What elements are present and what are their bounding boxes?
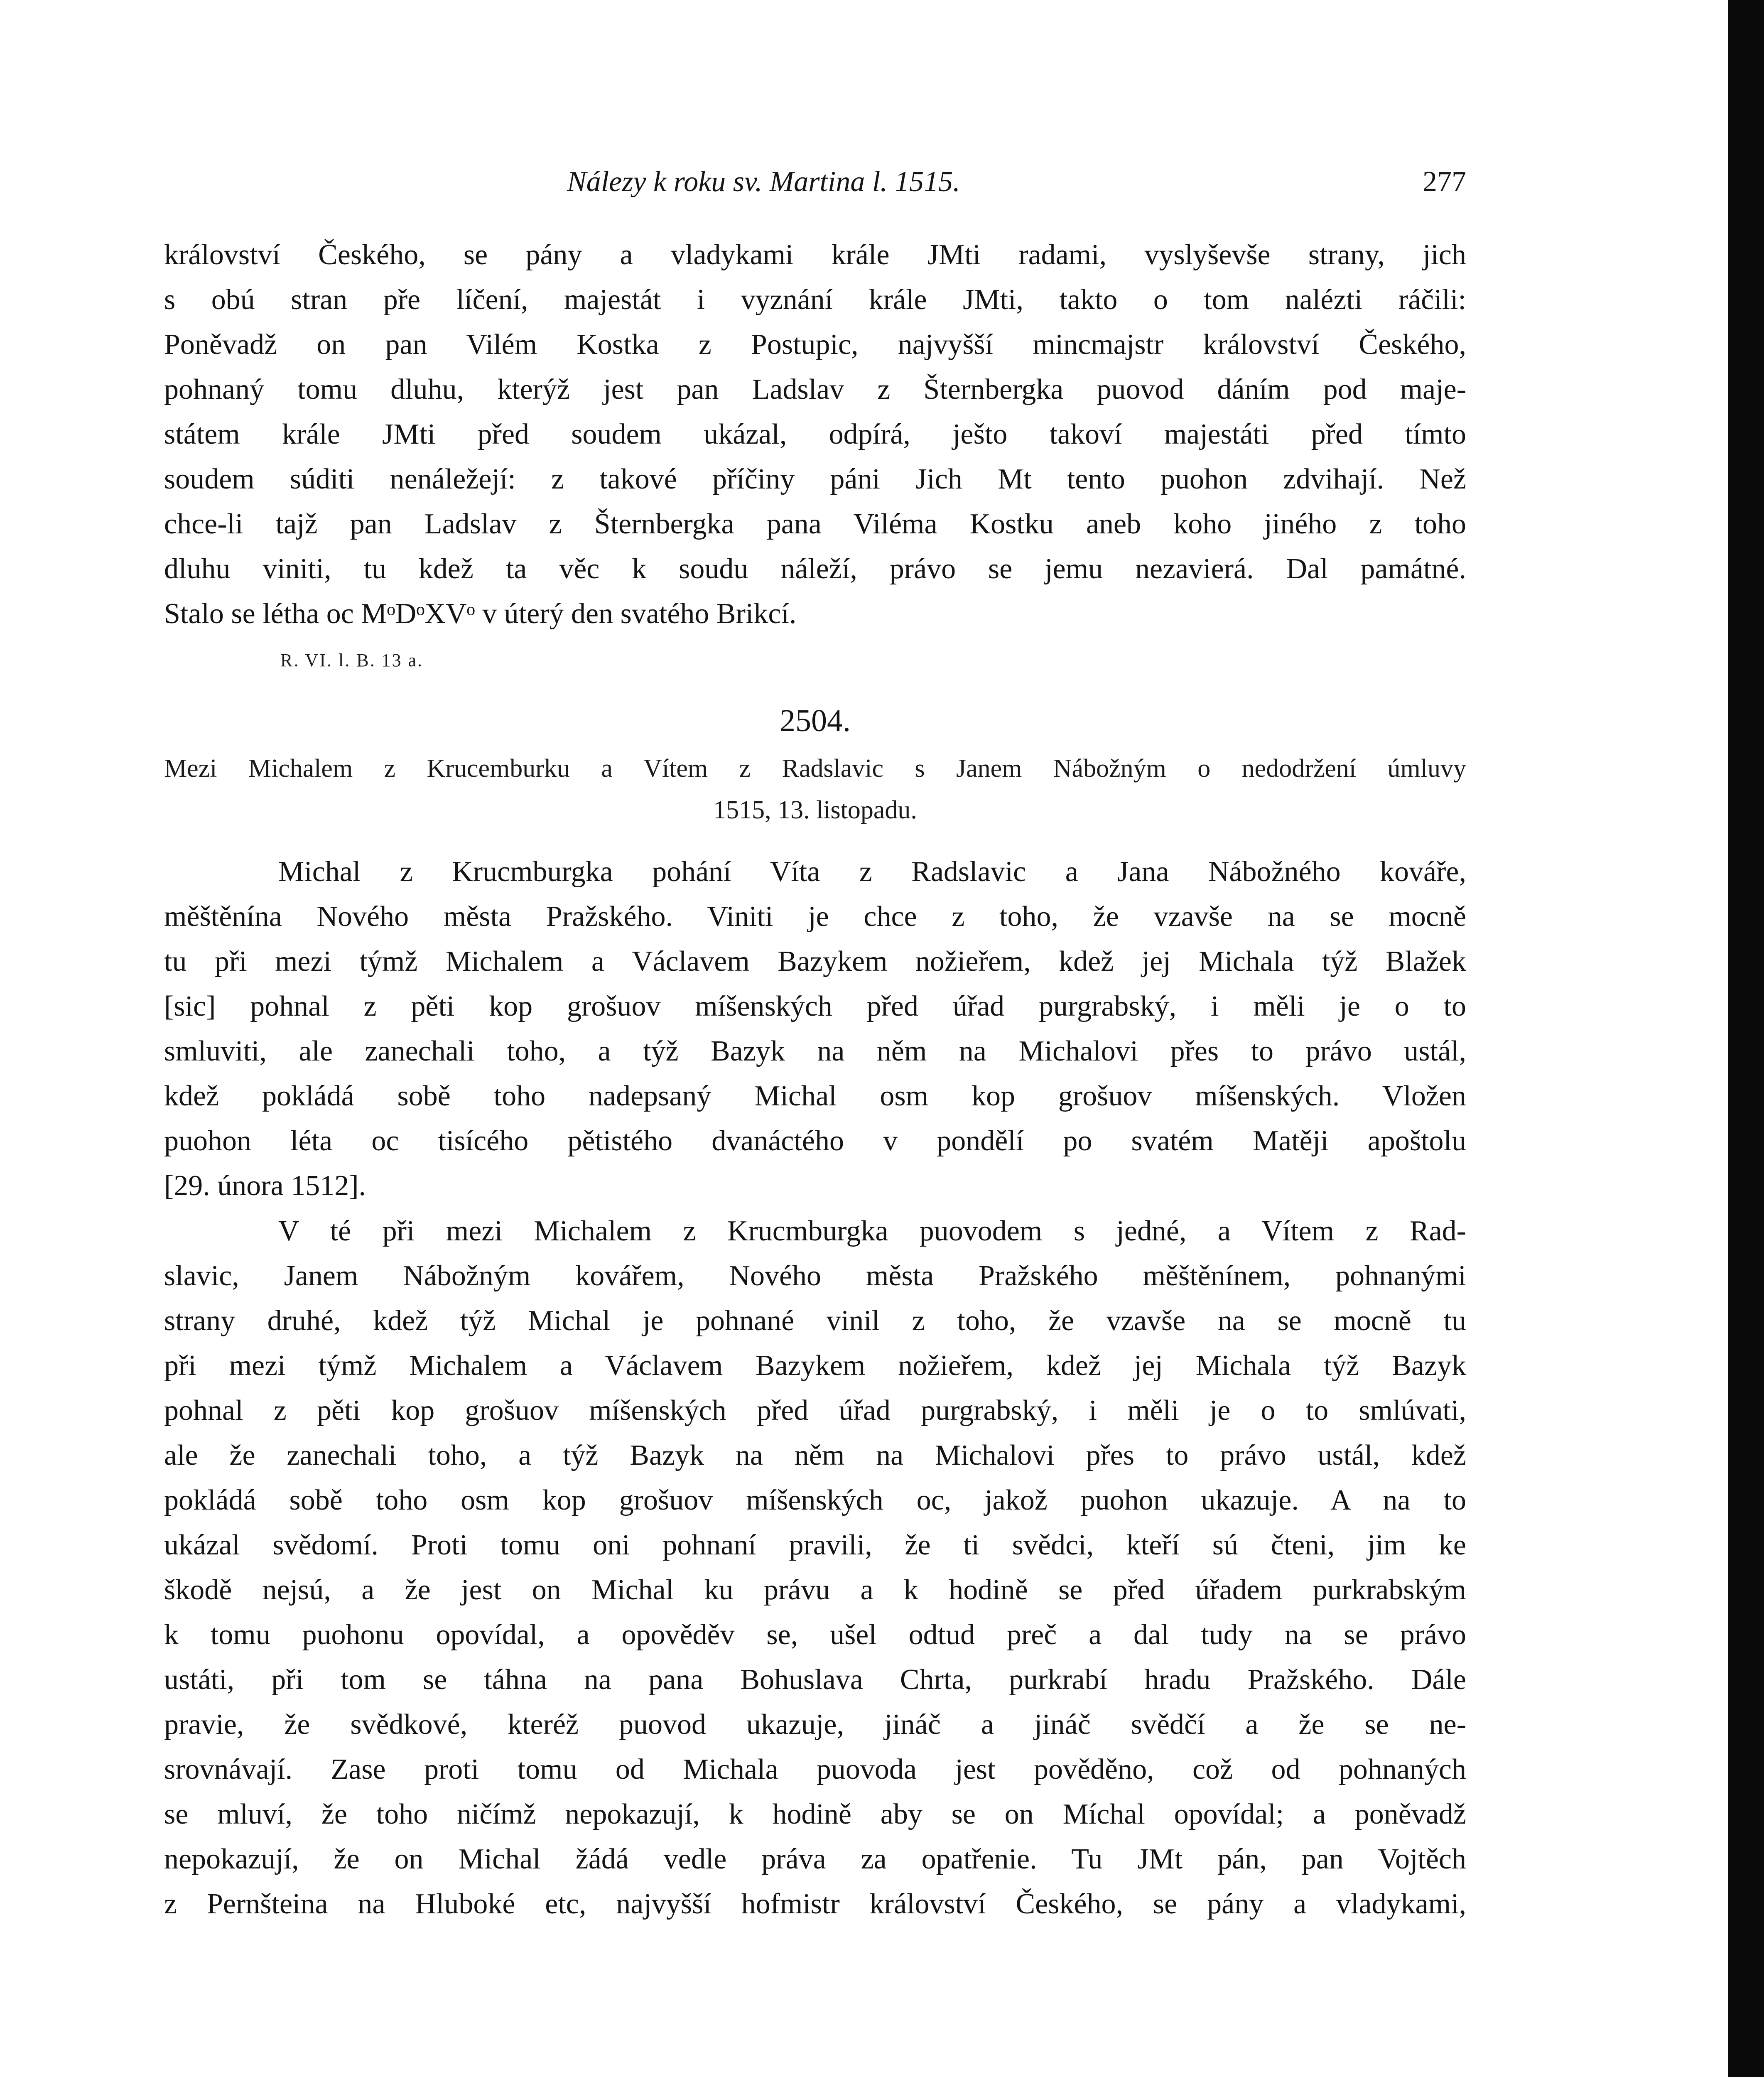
text-line: srovnávají. Zase proti tomu od Michala puovoda jest pověděno, což od pohnaných: [164, 1753, 1466, 1785]
text-line: [sic] pohnal z pěti kop grošuov míšenských před úřad purgrabský, i měli je o to: [164, 990, 1466, 1022]
text-line: slavic, Janem Nábožným kovářem, Nového města Pražského měštěnínem, pohnanými: [164, 1260, 1466, 1292]
page-number: 277: [1423, 166, 1466, 198]
text-line: Poněvadž on pan Vilém Kostka z Postupic, najvyšší mincmajstr království Českého,: [164, 329, 1466, 361]
summary-date: 1515, 13. listopadu.: [713, 796, 917, 824]
text-line: ustáti, při tom se táhna na pana Bohuslava Chrta, purkrabí hradu Pražského. Dále: [164, 1664, 1466, 1696]
text-line: se mluví, že toho ničímž nepokazují, k hodině aby se on Míchal opovídal; a poněvadž: [164, 1798, 1466, 1830]
document-number: 2504.: [780, 703, 851, 738]
text-line: při mezi týmž Michalem a Václavem Bazykem nožieřem, kdež jej Michala týž Bazyk: [164, 1350, 1466, 1382]
text-line: měštěnína Nového města Pražského. Viniti je chce z toho, že vzavše na se mocně: [164, 901, 1466, 933]
text-line: ukázal svědomí. Proti tomu oni pohnaní pravili, že ti svědci, kteří sú čteni, jim ke: [164, 1529, 1466, 1561]
text-line: dluhu viniti, tu kdež ta věc k soudu náleží, právo se jemu nezavierá. Dal památné.: [164, 553, 1466, 585]
text-line: škodě nejsú, a že jest on Michal ku právu a k hodině se před úřadem purkrabským: [164, 1574, 1466, 1606]
source-reference: R. VI. l. B. 13 a.: [280, 650, 424, 670]
text-line: k tomu puohonu opovídal, a opověděv se, ušel odtud preč a dal tudy na se právo: [164, 1619, 1466, 1651]
text-line: státem krále JMti před soudem ukázal, odpírá, ješto takoví majestáti před tímto: [164, 418, 1466, 450]
text-line: kdež pokládá sobě toho nadepsaný Michal osm kop grošuov míšenských. Vložen: [164, 1080, 1466, 1112]
running-title: Nálezy k roku sv. Martina l. 1515.: [567, 166, 960, 198]
text-line: pohnal z pěti kop grošuov míšenských před úřad purgrabský, i měli je o to smlúvati,: [164, 1394, 1466, 1426]
text-line: soudem súditi nenáležejí: z takové příčiny páni Jich Mt tento puohon zdvihají. Než: [164, 463, 1466, 495]
text-line: pravie, že svědkové, kteréž puovod ukazuje, jináč a jináč svědčí a že se ne-: [164, 1709, 1466, 1741]
paragraph-judgment: [164, 1209, 1466, 1927]
text-line: tu při mezi týmž Michalem a Václavem Bazykem nožieřem, kdež jej Michala týž Blažek: [164, 945, 1466, 977]
text-line: nepokazují, že on Michal žádá vedle práva za opatřenie. Tu JMt pán, pan Vojtěch: [164, 1843, 1466, 1875]
text-line: strany druhé, kdež týž Michal je pohnané vinil z toho, že vzavše na se mocně tu: [164, 1305, 1466, 1337]
text-line: království Českého, se pány a vladykami krále JMti radami, vyslyševše strany, jich: [164, 239, 1466, 271]
text-line: puohon léta oc tisícého pětistého dvanáctého v pondělí po svatém Matěji apoštolu: [164, 1125, 1466, 1157]
text-line: chce-li tajž pan Ladslav z Šternbergka pana Viléma Kostku aneb koho jiného z toho: [164, 508, 1466, 540]
text-line: V té při mezi Michalem z Krucmburgka puovodem s jedné, a Vítem z Rad-: [278, 1215, 1466, 1247]
paragraph-summons: [164, 849, 1466, 1208]
scan-edge-border: [1728, 0, 1764, 2077]
text-line: [29. února 1512].: [164, 1170, 366, 1202]
continuation-paragraph: [164, 233, 1466, 636]
document-summary: [164, 748, 1466, 831]
summary-line: Mezi Michalem z Krucemburku a Vítem z Radslavic s Janem Nábožným o nedodržení úmluvy: [164, 754, 1466, 783]
text-line: pohnaný tomu dluhu, kterýž jest pan Ladslav z Šternbergka puovod dáním pod maje-: [164, 373, 1466, 405]
text-line: Stalo se létha oc MᵒDᵒXVᵒ v úterý den svatého Brikcí.: [164, 598, 797, 630]
running-header: [164, 161, 1466, 203]
text-line: pokládá sobě toho osm kop grošuov míšenských oc, jakož puohon ukazuje. A na to: [164, 1484, 1466, 1516]
text-line: Michal z Krucmburgka pohání Víta z Radslavic a Jana Nábožného kováře,: [278, 856, 1466, 888]
text-line: smluviti, ale zanechali toho, a týž Bazyk na něm na Michalovi přes to právo ustál,: [164, 1035, 1466, 1067]
text-line: s obú stran pře líčení, majestát i vyznání krále JMti, takto o tom nalézti ráčili:: [164, 284, 1466, 316]
text-line: z Pernšteina na Hluboké etc, najvyšší hofmistr království Českého, se pány a vladykami,: [164, 1888, 1466, 1920]
text-line: ale že zanechali toho, a týž Bazyk na něm na Michalovi přes to právo ustál, kdež: [164, 1439, 1466, 1471]
